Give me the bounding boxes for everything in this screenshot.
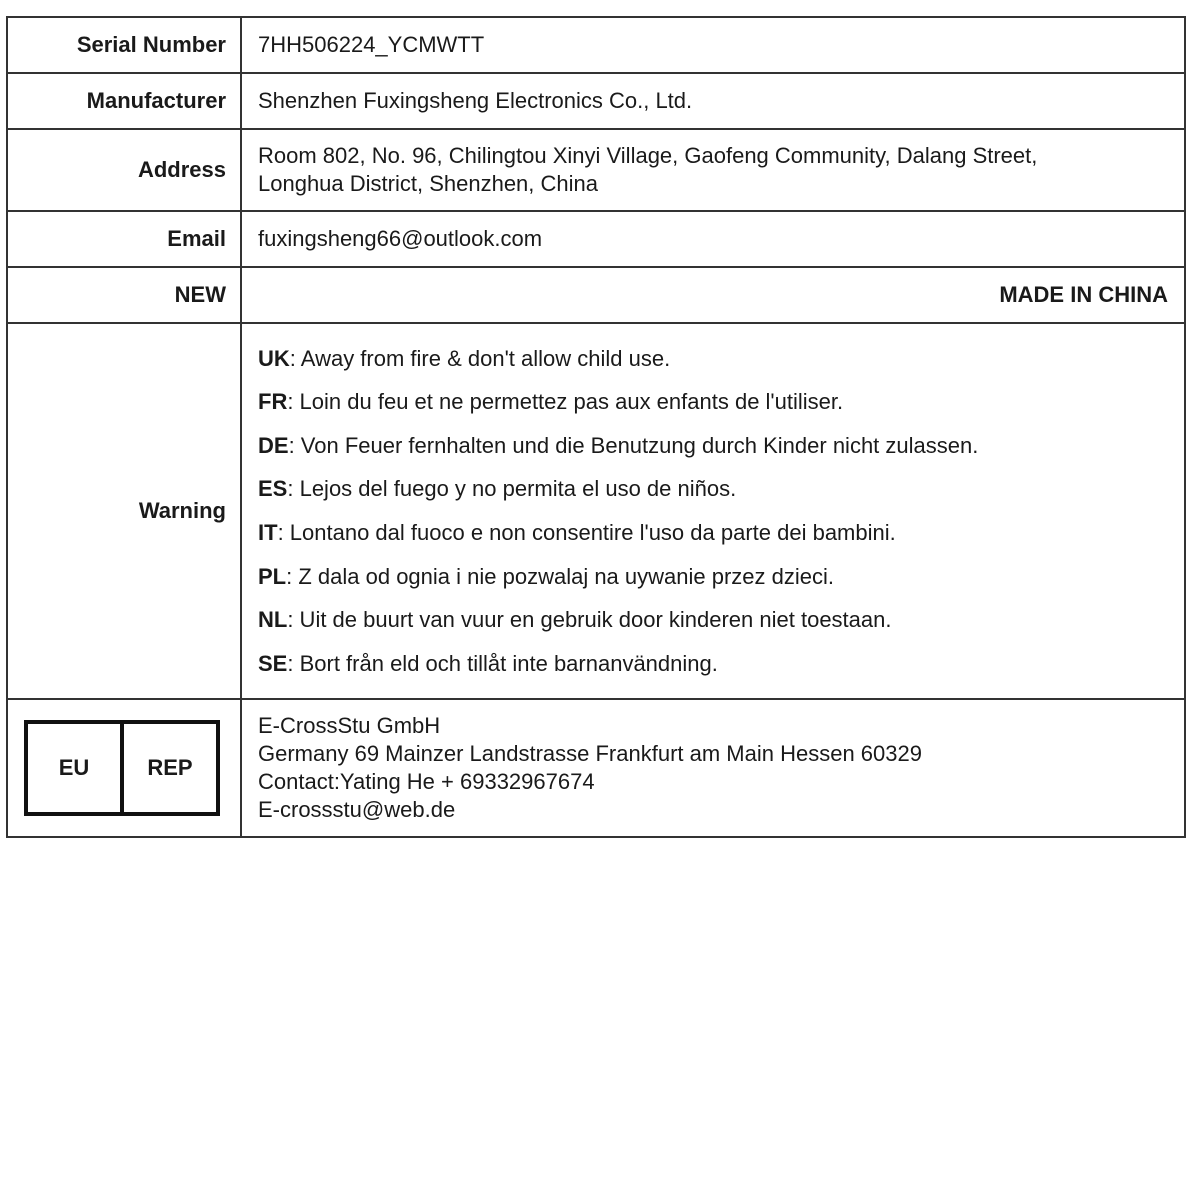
manufacturer-value: Shenzhen Fuxingsheng Electronics Co., Ltd. — [241, 73, 1185, 129]
warning-code-pl: PL — [258, 563, 287, 589]
address-line-1: Room 802, No. 96, Chilingtou Xinyi Village, Gaofeng Community, Dalang Street, — [258, 143, 1038, 168]
warning-line-pl — [258, 555, 1184, 599]
warning-line-se — [258, 642, 1184, 686]
address-value — [241, 129, 1185, 211]
condition-label: NEW — [7, 267, 241, 323]
warning-list — [258, 337, 1184, 686]
warning-text-fr: : Loin du feu et ne permettez pas aux enfants de l'utiliser. — [287, 389, 844, 415]
email-label: Email — [7, 211, 241, 267]
warning-row — [7, 323, 1185, 699]
eu-rep-email: E-crossstu@web.de — [258, 797, 456, 822]
warning-text-es: : Lejos del fuego y no permita el uso de niños. — [287, 476, 737, 502]
manufacturer-label: Manufacturer — [7, 73, 241, 129]
warning-text-uk: : Away from fire & don't allow child use. — [289, 345, 671, 371]
warning-text-nl: : Uit de buurt van vuur en gebruik door kinderen niet toestaan. — [287, 607, 892, 633]
warning-code-es: ES — [258, 476, 288, 502]
eu-rep-symbol-cell — [7, 699, 241, 837]
eu-rep-details — [241, 699, 1185, 837]
warning-text-de: : Von Feuer fernhalten und die Benutzung durch Kinder nicht zulassen. — [288, 432, 979, 458]
warning-line-uk — [258, 337, 1184, 381]
serial-number-row — [7, 17, 1185, 73]
eu-rep-symbol — [24, 720, 220, 816]
eu-rep-address: Germany 69 Mainzer Landstrasse Frankfurt am Main Hessen 60329 — [258, 741, 922, 766]
serial-number-label: Serial Number — [7, 17, 241, 73]
warning-code-it: IT — [258, 520, 278, 545]
warning-code-fr: FR — [258, 389, 288, 415]
warning-code-de: DE — [258, 432, 289, 458]
warning-line-fr — [258, 380, 1184, 424]
warning-text-se: : Bort från eld och tillåt inte barnanvändning. — [287, 650, 718, 676]
eu-rep-symbol-eu: EU — [58, 755, 90, 780]
eu-rep-contact: Contact:Yating He + 69332967674 — [258, 769, 595, 794]
warning-text-pl: : Z dala od ognia i nie pozwalaj na uywanie przez dzieci. — [286, 563, 834, 589]
warning-line-nl — [258, 598, 1184, 642]
condition-row — [7, 267, 1185, 323]
serial-number-value: 7HH506224_YCMWTT — [241, 17, 1185, 73]
product-label-table — [6, 16, 1186, 838]
warning-line-de — [258, 424, 1184, 468]
address-label: Address — [7, 129, 241, 211]
warning-list-cell — [241, 323, 1185, 699]
warning-code-uk: UK — [258, 345, 290, 371]
eu-rep-row — [7, 699, 1185, 837]
warning-line-es — [258, 467, 1184, 511]
email-row — [7, 211, 1185, 267]
address-row — [7, 129, 1185, 211]
email-value: fuxingsheng66@outlook.com — [241, 211, 1185, 267]
warning-line-it — [258, 511, 1184, 555]
warning-label: Warning — [7, 323, 241, 699]
manufacturer-row — [7, 73, 1185, 129]
warning-text-it: : Lontano dal fuoco e non consentire l'uso da parte dei bambini. — [277, 520, 896, 545]
warning-code-nl: NL — [258, 607, 288, 633]
eu-rep-company: E-CrossStu GmbH — [258, 713, 441, 738]
address-line-2: Longhua District, Shenzhen, China — [258, 171, 598, 196]
eu-rep-symbol-rep: REP — [120, 724, 216, 812]
origin-label: MADE IN CHINA — [241, 267, 1185, 323]
warning-code-se: SE — [258, 650, 288, 676]
